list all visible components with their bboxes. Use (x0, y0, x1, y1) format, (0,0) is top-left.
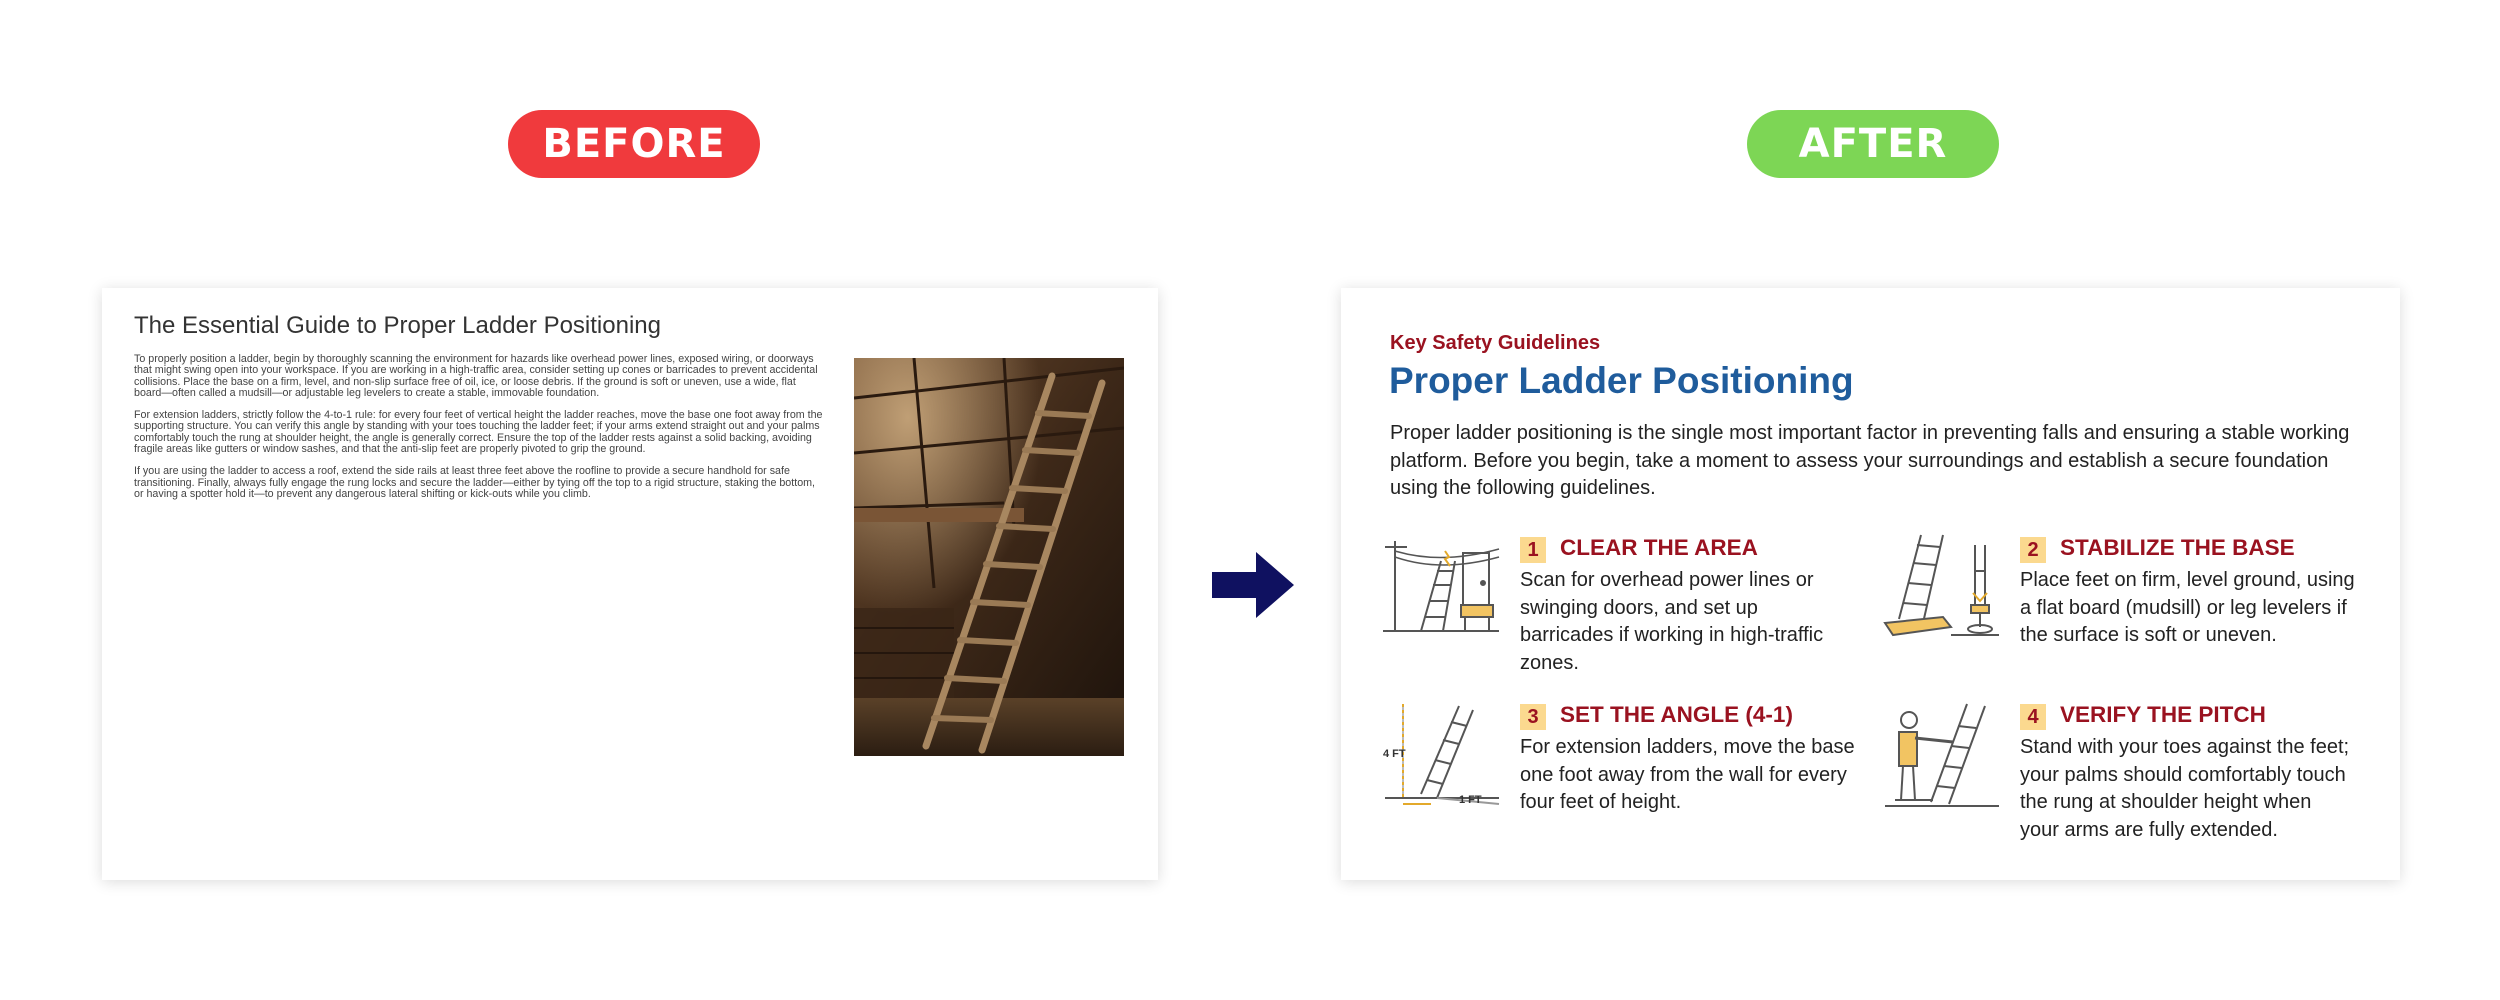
step-set-the-angle (1381, 692, 1881, 842)
step-heading: VERIFY THE PITCH (2060, 702, 2266, 727)
step-verify-the-pitch (1881, 692, 2381, 842)
step-number: 4 (2020, 704, 2046, 730)
step-description: Scan for overhead power lines or swinging doors, and set up barricades if working in high-traffic zones. (1520, 569, 1824, 674)
step-description: Place feet on firm, level ground, using a flat board (mudsill) or leg levelers if the surface is soft or uneven. (2020, 569, 2355, 646)
before-label: BEFORE (508, 110, 760, 178)
after-label: AFTER (1747, 110, 1999, 178)
step-number: 1 (1520, 537, 1546, 563)
intro-paragraph: Proper ladder positioning is the single most important factor in preventing falls and ensuring a stable working platform. Before you begin, take a moment to assess your surroundings and establish a secure foundation using the following guidelines. (1390, 422, 2350, 499)
section-kicker: Key Safety Guidelines (1390, 332, 1601, 354)
step-clear-the-area (1381, 525, 1881, 675)
height-tag: 4 FT (1383, 748, 1406, 760)
power-lines-door-ladder-icon (1381, 531, 1501, 643)
step-description: For extension ladders, move the base one foot away from the wall for every four feet of height. (1520, 736, 1855, 813)
step-heading: STABILIZE THE BASE (2060, 535, 2295, 560)
after-document (1341, 288, 2400, 880)
before-document (102, 288, 1158, 880)
before-title: The Essential Guide to Proper Ladder Positioning (134, 312, 661, 339)
ladder-base-mudsill-icon (1881, 531, 2001, 643)
step-stabilize-the-base (1881, 525, 2381, 675)
step-number: 2 (2020, 537, 2046, 563)
page-title: Proper Ladder Positioning (1389, 360, 1854, 401)
before-paragraph-1: To properly position a ladder, begin by thoroughly scanning the environment for hazards like overhead power lines, exposed wiring, or doorways that might swing open into your workspace. If you are working in a high-traffic area, consider setting up cones or barricades to prevent accidental collisions. Place the base on a firm, level, and non-slip surface free of oil, ice, or loose debris. If the ground is soft or uneven, use a wide, flat board—often called a mudsill—or adjustable leg levelers to create a stable, immovable foundation. (134, 353, 818, 399)
before-paragraph-3: If you are using the ladder to access a roof, extend the side rails at least three feet above the roofline to provide a secure handhold for safe transitioning. Finally, always fully engage the rung locks and secure the ladder—either by tying off the top to a rigid structure, staking the bottom, or having a spotter hold it—to prevent any dangerous lateral shifting or kick-outs while you climb. (134, 465, 816, 500)
ladder-in-barn-photo (854, 358, 1124, 756)
person-arms-check-icon (1881, 698, 2001, 810)
ladder-angle-ratio-icon (1381, 698, 1501, 810)
step-description: Stand with your toes against the feet; your palms should comfortably touch the rung at shoulder height when your arms are fully extended. (2020, 736, 2350, 841)
before-body (134, 354, 824, 511)
step-heading: SET THE ANGLE (4-1) (1560, 702, 1793, 727)
step-number: 3 (1520, 704, 1546, 730)
step-heading: CLEAR THE AREA (1560, 535, 1758, 560)
base-tag: 1 FT (1459, 794, 1482, 806)
transition-arrow-icon (1212, 552, 1294, 623)
before-paragraph-2: For extension ladders, strictly follow the 4-to-1 rule: for every four feet of vertical height the ladder reaches, move the base one foot away from the supporting structure. You can verify this angle by standing with your toes touching the ladder feet; if your arms extend straight out and your palms comfortably touch the rung at shoulder height, the angle is generally correct. Ensure the top of the ladder rests against a solid backing, avoiding fragile areas like gutters or window sashes, and that the anti-slip feet are properly pivoted to grip the ground. (134, 409, 823, 456)
